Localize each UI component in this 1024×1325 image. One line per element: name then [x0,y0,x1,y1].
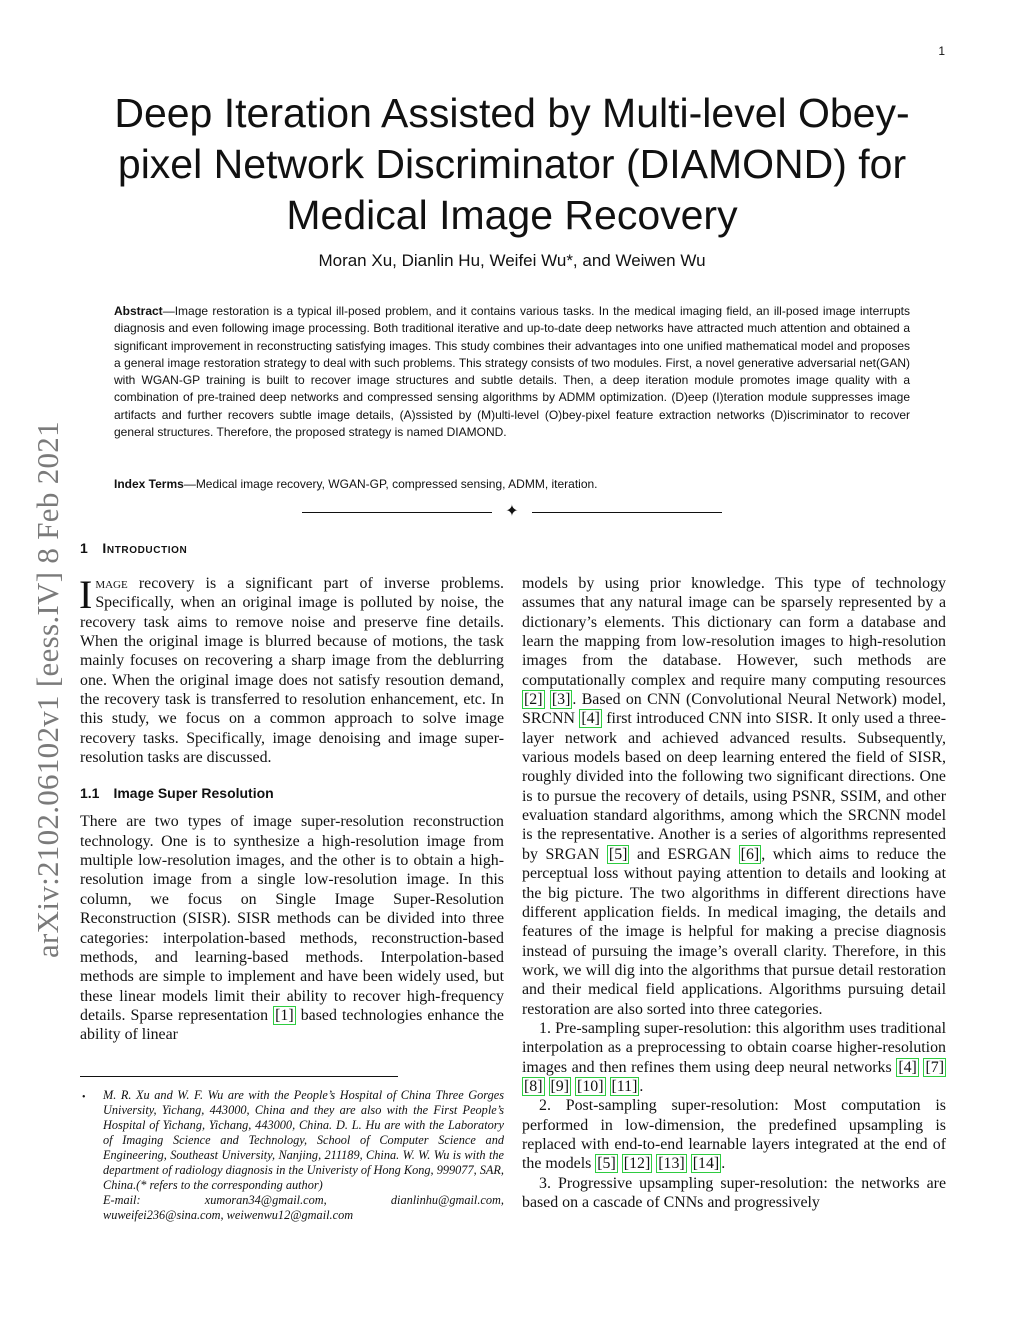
citation-link[interactable]: [11] [611,1077,638,1095]
abstract-text: —Image restoration is a typical ill-posed problem, and it contains various tasks. In the medical imaging field, an ill-posed image interrupts diagnosis and even following image processing. Both traditional iterative and up-to-date deep networks have attracted much attention and obtained a significant improvement in reconstructing satisfying images. This study combines their advantages into one unified mathematical model and proposes a general image restoration strategy to deal with such problems. This strategy consists of two modules. First, a novel generative adversarial net(GAN) with WGAN-GP training is built to recover image structures and subtle details. Then, a deep iteration module promotes image quality with a combination of pre-trained deep networks and compressed sensing algorithms by ADMM optimization. (D)eep (I)teration module suppresses image artifacts and further recovers subtle image details, (A)ssisted by (M)ulti-level (O)bey-pixel feature extraction networks (D)iscriminator to recover general structures. Therefore, the proposed strategy is named DIAMOND. [114,304,910,440]
footnote-rule [80,1076,398,1077]
divider-line-right [532,512,722,513]
pre-sampling-end: . [639,1077,644,1095]
sisr-text-b: based technologies enhance the ability of linear [80,1006,504,1044]
citation-link[interactable]: [14] [692,1155,720,1173]
sisr-paragraph [80,812,504,1044]
citation-link[interactable]: [9] [550,1077,570,1095]
citation-link[interactable]: [10] [577,1077,604,1095]
divider-line-left [302,512,492,513]
citation-link[interactable]: [5] [608,845,628,863]
pre-sampling-paragraph [522,1019,946,1096]
abstract-label: Abstract [114,304,163,318]
section-divider [302,503,722,523]
post-sampling-text: 2. Post-sampling super-resolution: Most computation is performed in low-dimension, the predefined upsampling is replaced with end-to-end learnable layers integrated at the end of the models [522,1097,946,1173]
subsection-title: Image Super Resolution [113,785,274,802]
citation-link[interactable]: [12] [623,1155,651,1173]
models-text-c: first introduced CNN into SISR. It only used a three-layer network and achieved advanced results. Subsequently, various models based on deep learning entered the field of SISR, roughly divided into the following two significant directions. One is to pursue the recovery of details, using PSNR, SSIM, and other evaluation standard algorithms, among which the SRCNN model is the representative. Another is a series of algorithms represented by SRGAN [522,710,946,863]
progressive-paragraph: 3. Progressive upsampling super-resolution: the networks are based on a cascade of CNNs and progressively [522,1174,946,1211]
left-column [80,574,504,1045]
arxiv-identifier: arXiv:2102.06102v1 [eess.IV] 8 Feb 2021 [30,421,65,958]
page-number: 1 [938,44,945,58]
intro-paragraph [80,574,504,767]
models-paragraph [522,574,946,1019]
intro-lead-word: mage [95,575,128,592]
pre-sampling-text: 1. Pre-sampling super-resolution: this algorithm uses traditional interpolation as a preprocessing to obtain coarse higher-resolution images and then refines them using deep neural networks [522,1019,946,1076]
models-text-a: models by using prior knowledge. This type of technology assumes that any natural image can be sparsely represented by a dictionary’s elements. This dictionary can form a database and learn the mapping from low-resolution images to high-resolution images from the database. However, such methods are computationally complex and require many computing resources [522,575,946,689]
citation-link[interactable]: [1] [275,1006,294,1024]
section-number: 1 [80,540,89,556]
subsection-heading-super-resolution [80,784,504,802]
author-list: Moran Xu, Dianlin Hu, Weifei Wu*, and Weiwen Wu [318,251,706,270]
footnote-affiliations: M. R. Xu and W. F. Wu are with the People’s Hospital of China Three Gorges University, Yichang, 443000, China and they are also with the First People’s Hospital of Yichang, Yichang, 443000, China. D. L. Hu are with the Laboratory of Imaging Science and Technology, School of Computer Science and Engineering, Southeast University, Nanjing, 211189, China. W. W. Wu is with the department of radiology diagnosis in the Univeristy of Hong Kong, 999077, SAR, China.(* refers to the corresponding author) [103,1088,504,1192]
citation-link[interactable]: [2] [524,691,543,709]
citation-link[interactable]: [8] [524,1077,543,1095]
footnote-bullet: • [82,1092,86,1103]
section-heading-introduction [80,540,187,556]
citation-link[interactable]: [7] [925,1058,944,1076]
footnote-emails: E-mail: xumoran34@gmail.com, dianlinhu@gmail.com, wuweifei236@sina.com, weiwenwu12@gmail.com [103,1193,504,1222]
right-column [522,574,946,1212]
abstract [114,303,910,441]
index-terms-label: Index Terms [114,477,184,491]
citation-link[interactable]: [4] [898,1058,917,1076]
citation-link[interactable]: [13] [658,1155,685,1173]
sisr-text-a: There are two types of image super-resolution reconstruction technology. One is to synthesize a high-resolution image from multiple low-resolution images, and the other is to obtain a high-resolution image from a single low-resolution image. In this column, we focus on Single Image Super-Resolution Reconstruction (SISR). SISR methods can be divided into three categories: interpolation-based methods, reconstruction-based methods, and learning-based methods. Interpolation-based methods are simple to implement and have been widely used, but these linear models limit their ability to recover high-frequency details. Sparse representation [80,813,504,1024]
citation-link[interactable]: [5] [597,1155,616,1173]
drop-cap: I [79,572,93,617]
citation-link[interactable]: [4] [581,710,600,728]
models-text-e: , which aims to reduce the perceptual loss without paying attention to details and looking at the big picture. The two algorithms in different directions have different application fields. In medical imaging, the details and features of the image is helpful for making a precise diagnosis instead of pursuing the image’s overall clarity. Therefore, in this work, we will dig into the algorithms that pursue detail restoration and their medical field applications. Algorithms pursuing detail restoration are also sorted into three categories. [522,845,946,1018]
divider-diamond-icon: ✦ [505,501,519,520]
models-text-d: and ESRGAN [629,845,739,863]
citation-link[interactable]: [3] [551,691,571,709]
models-text-b: . Based on CNN (Convolutional Neural Network) model, SRCNN [522,691,946,728]
section-title: Introduction [102,540,188,556]
citation-link[interactable]: [6] [740,845,760,863]
paper-title: Deep Iteration Assisted by Multi-level Obey-pixel Network Discriminator (DIAMOND) for Medical Image Recovery [114,90,910,238]
index-terms-text: —Medical image recovery, WGAN-GP, compressed sensing, ADMM, iteration. [183,477,598,491]
subsection-number: 1.1 [80,785,100,802]
intro-text: recovery is a significant part of inverse problems. Specifically, when an original image is polluted by noise, the recovery task aims to remove noise and preserve fine details. When the original image is blurred because of motions, the task mainly focuses on recovering a sharp image from the deblurring one. When the original image does not satisfy resoution demand, the recovery task is transferred to resolution enhancement, etc. In this study, we focus on a common approach to solve image recovery tasks. Specifically, image denoising and image super-resolution tasks are discussed. [80,575,504,767]
index-terms [114,476,910,493]
post-sampling-end: . [721,1155,726,1173]
post-sampling-paragraph [522,1096,946,1173]
author-footnote [80,1088,504,1223]
